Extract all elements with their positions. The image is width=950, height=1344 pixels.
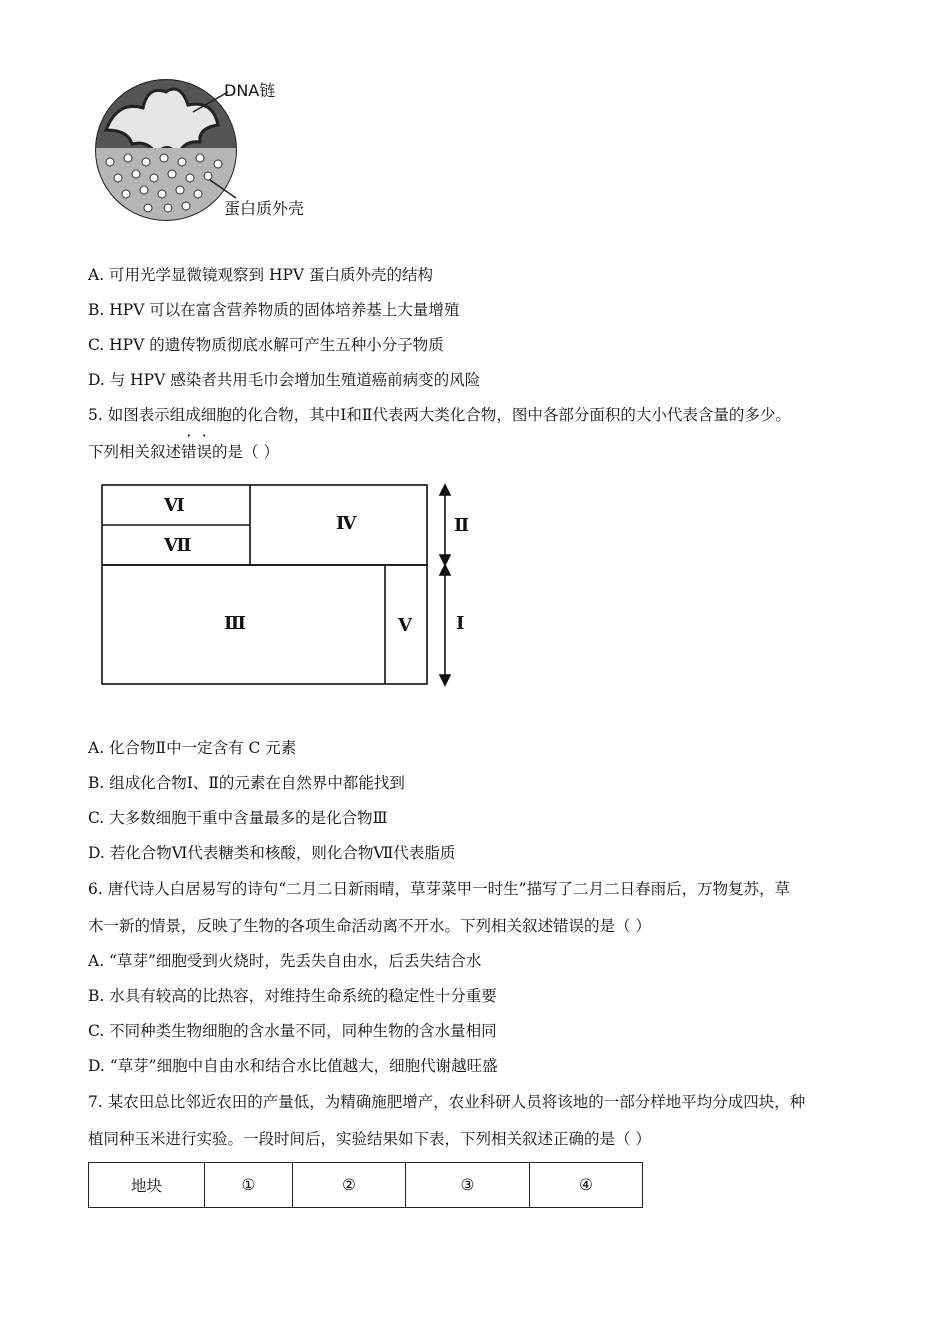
label-iii: Ⅲ [224, 613, 246, 634]
q7-stem-line1: 7. 某农田总比邻近农田的产量低，为精确施肥增产，农业科研人员将该地的一部分样地平均分成四块，种 [88, 1093, 806, 1111]
q5-option-b: B. 组成化合物Ⅰ、Ⅱ的元素在自然界中都能找到 [88, 774, 405, 792]
label-vi: Ⅵ [164, 495, 185, 516]
label-v: Ⅴ [398, 615, 412, 636]
q5-stem-line2 [88, 442, 279, 462]
q4-option-b: B. HPV 可以在富含营养物质的固体培养基上大量增殖 [88, 301, 460, 319]
q4-option-d: D. 与 HPV 感染者共用毛巾会增加生殖道癌前病变的风险 [88, 371, 481, 389]
q6-option-b: B. 水具有较高的比热容，对维持生命系统的稳定性十分重要 [88, 987, 497, 1005]
compound-diagram [100, 483, 480, 688]
q5-option-c: C. 大多数细胞干重中含量最多的是化合物Ⅲ [88, 809, 388, 827]
q5-stem-prefix: 下列相关叙述 [88, 443, 182, 461]
table-header-1: ① [205, 1163, 293, 1208]
virus-figure [88, 70, 328, 230]
q5-emphasis-char-1: 错 [181, 443, 197, 461]
block-compound-i [102, 565, 427, 684]
table-header-plot: 地块 [89, 1163, 205, 1208]
q6-stem-line1: 6. 唐代诗人白居易写的诗句“二月二日新雨晴，草芽菜甲一时生”描写了二月二日春雨后，万物复苏，草 [88, 880, 791, 898]
q4-option-a: A. 可用光学显微镜观察到 HPV 蛋白质外壳的结构 [88, 266, 434, 284]
q5-stem-suffix: 的是（ ） [212, 443, 279, 461]
q6-option-c: C. 不同种类生物细胞的含水量不同，同种生物的含水量相同 [88, 1022, 497, 1040]
table-row [89, 1163, 643, 1208]
q5-emphasis-char-2: 误 [196, 443, 213, 461]
q6-option-a: A. “草芽”细胞受到火烧时，先丢失自由水，后丢失结合水 [88, 952, 482, 970]
q5-stem-line1: 5. 如图表示组成细胞的化合物，其中Ⅰ和Ⅱ代表两大类化合物，图中各部分面积的大小代表含量的多少。 [88, 406, 791, 424]
q7-stem-line2: 植同种玉米进行实验。一段时间后，实验结果如下表，下列相关叙述正确的是（ ） [88, 1130, 651, 1148]
plot-table [88, 1162, 643, 1208]
table-header-2: ② [293, 1163, 406, 1208]
label-vii: Ⅶ [164, 535, 192, 556]
q5-option-a: A. 化合物Ⅱ中一定含有 C 元素 [88, 739, 297, 757]
table-header-3: ③ [406, 1163, 530, 1208]
table-header-4: ④ [530, 1163, 643, 1208]
label-i: Ⅰ [456, 613, 465, 634]
dna-chain-label: DNA链 [224, 81, 276, 100]
compound-area-diagram [100, 483, 480, 688]
protein-shell-label: 蛋白质外壳 [224, 199, 305, 218]
label-ii: Ⅱ [454, 515, 470, 536]
q5-option-d: D. 若化合物Ⅵ代表糖类和核酸，则化合物Ⅶ代表脂质 [88, 844, 456, 862]
label-iv: Ⅳ [336, 513, 357, 534]
q6-option-d: D. “草芽”细胞中自由水和结合水比值越大，细胞代谢越旺盛 [88, 1057, 498, 1075]
q6-stem-line2: 木一新的情景，反映了生物的各项生命活动离不开水。下列相关叙述错误的是（ ） [88, 917, 651, 935]
q4-option-c: C. HPV 的遗传物质彻底水解可产生五种小分子物质 [88, 336, 444, 354]
